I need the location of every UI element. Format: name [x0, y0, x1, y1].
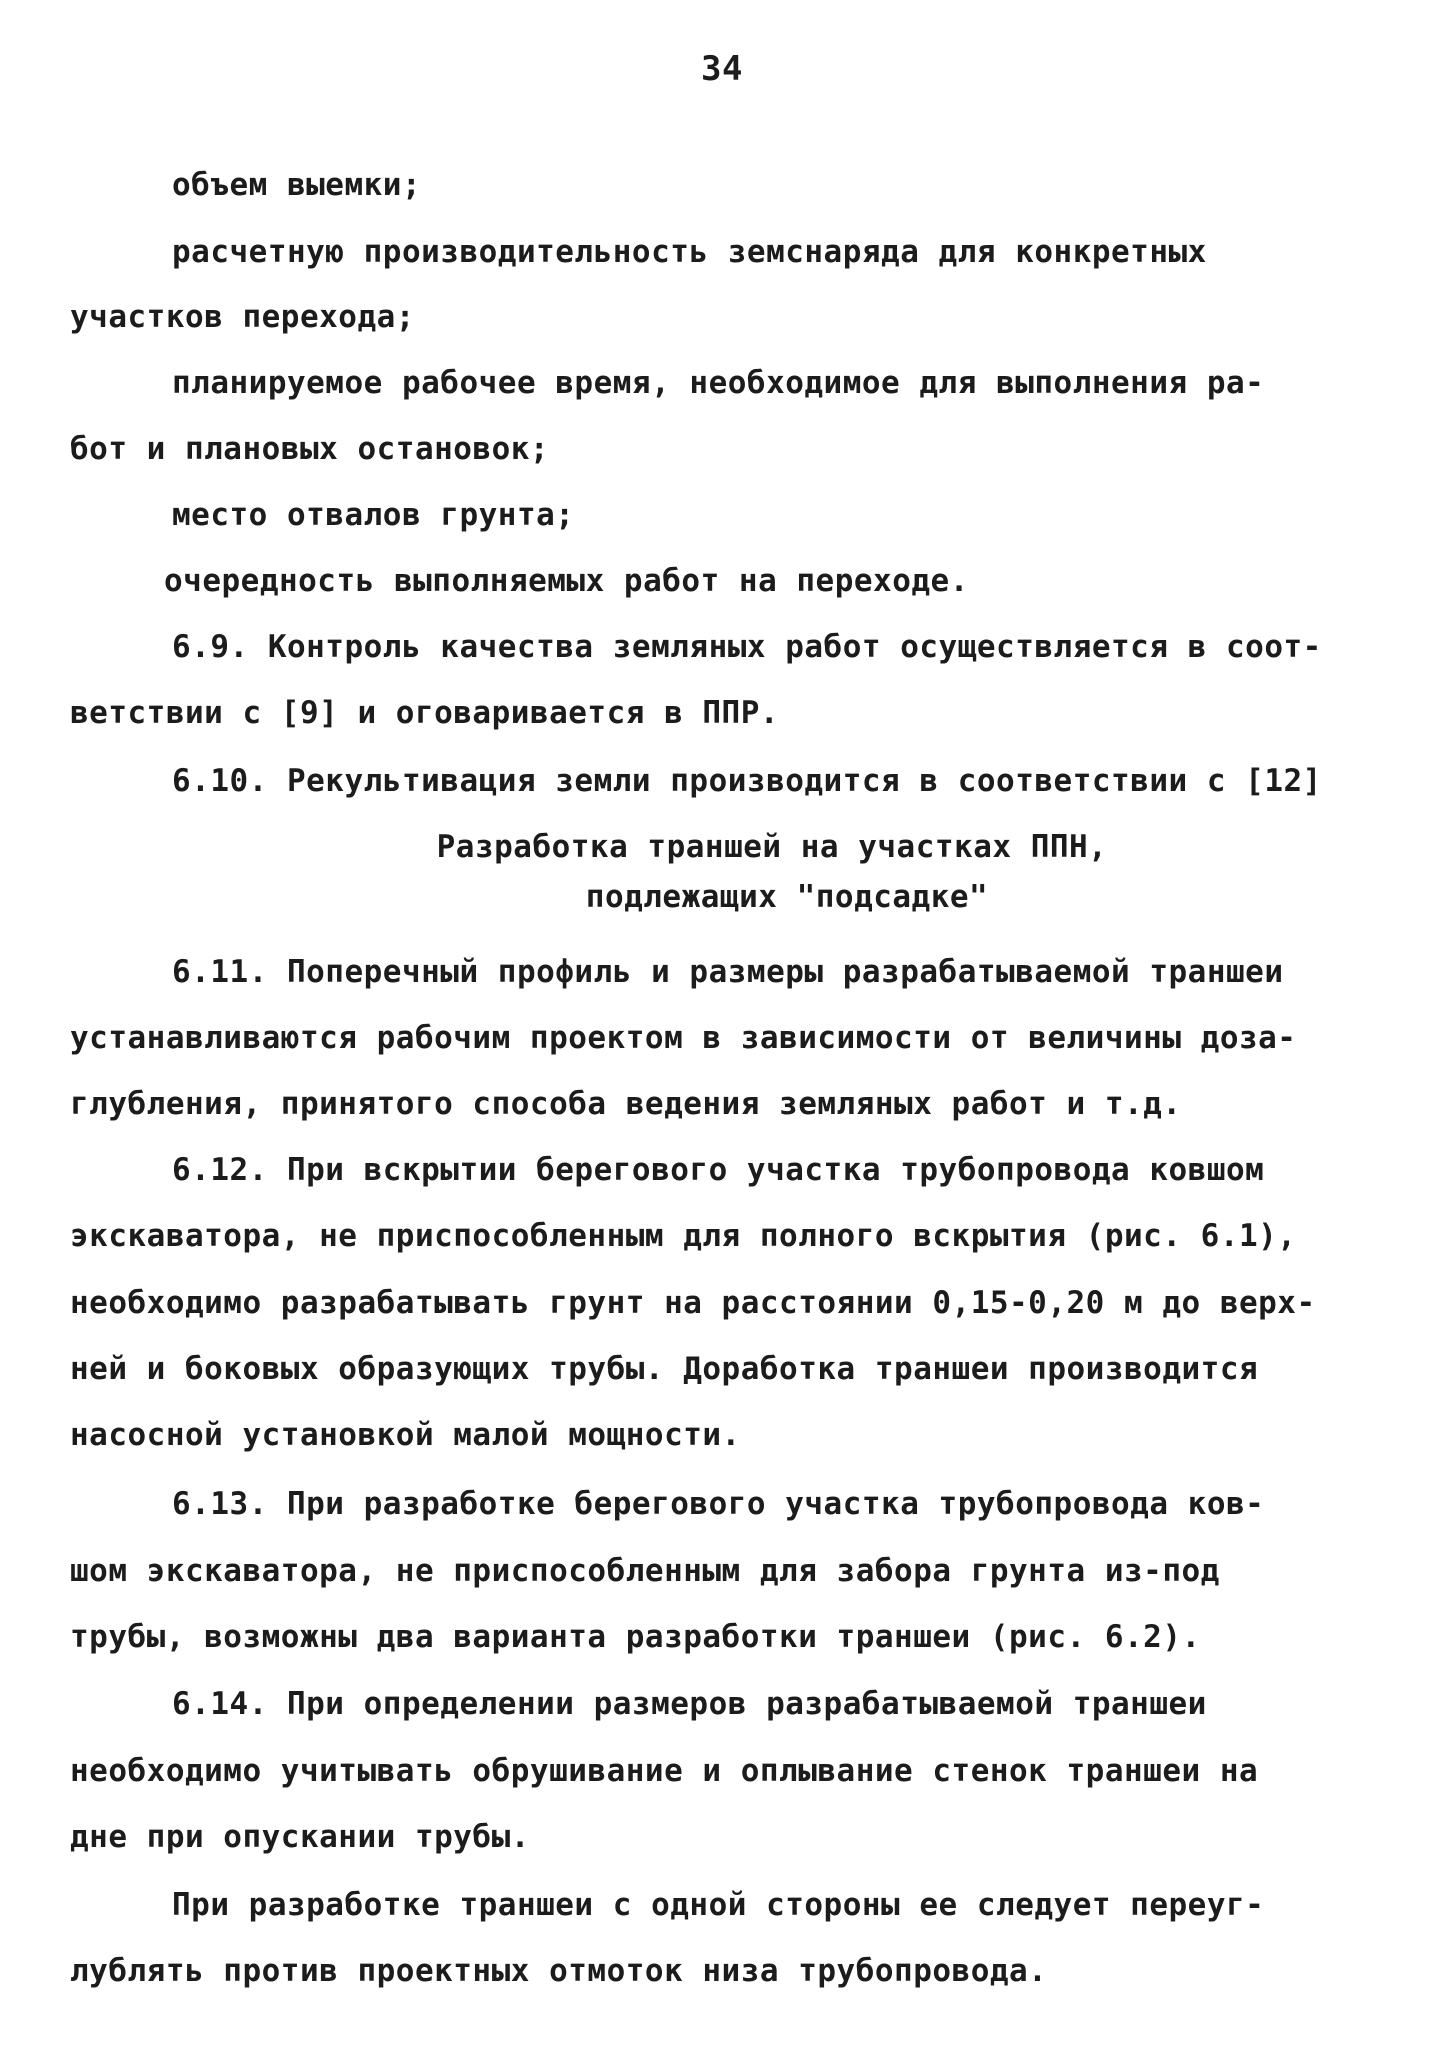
- text-line: необходимо учитывать обрушивание и оплывание стенок траншеи на: [70, 1753, 1259, 1789]
- text-line: 6.13. При разработке берегового участка трубопровода ков-: [172, 1486, 1265, 1522]
- text-line: 6.10. Рекультивация земли производится в соответствии с [12]: [172, 763, 1322, 799]
- text-line: планируемое рабочее время, необходимое для выполнения ра-: [172, 365, 1265, 401]
- text-line: насосной установкой малой мощности.: [70, 1417, 741, 1453]
- text-line: трубы, возможны два варианта разработки траншеи (рис. 6.2).: [70, 1619, 1201, 1655]
- text-line: место отвалов грунта;: [172, 497, 575, 533]
- text-line: лублять против проектных отмоток низа трубопровода.: [70, 1953, 1048, 1989]
- text-line: бот и плановых остановок;: [70, 431, 550, 467]
- text-line: глубления, принятого способа ведения земляных работ и т.д.: [70, 1086, 1182, 1122]
- text-line: экскаватора, не приспособленным для полного вскрытия (рис. 6.1),: [70, 1218, 1297, 1254]
- text-line: ней и боковых образующих трубы. Доработка траншеи производится: [70, 1351, 1259, 1387]
- page-number: 34: [701, 49, 743, 89]
- text-line: 6.12. При вскрытии берегового участка трубопровода ковшом: [172, 1152, 1265, 1188]
- text-line: дне при опускании трубы.: [70, 1819, 530, 1855]
- text-line: устанавливаются рабочим проектом в зависимости от величины доза-: [70, 1020, 1297, 1056]
- section-heading-line-2: подлежащих "подсадке": [585, 879, 989, 915]
- text-line: При разработке траншеи с одной стороны ее следует переуг-: [172, 1887, 1265, 1923]
- text-line: объем выемки;: [172, 167, 422, 203]
- text-line: очередность выполняемых работ на переходе.: [164, 563, 969, 599]
- text-line: участков перехода;: [70, 299, 415, 335]
- text-line: необходимо разрабатывать грунт на расстоянии 0,15-0,20 м до верх-: [70, 1285, 1316, 1321]
- text-line: ветствии с [9] и оговаривается в ППР.: [70, 695, 780, 731]
- section-heading-line-1: Разработка траншей на участках ППН,: [436, 829, 1108, 865]
- text-line: шом экскаватора, не приспособленным для забора грунта из-под: [70, 1553, 1220, 1589]
- text-line: 6.11. Поперечный профиль и размеры разрабатываемой траншеи: [172, 954, 1284, 990]
- text-line: расчетную производительность земснаряда для конкретных: [172, 234, 1207, 270]
- text-line: 6.9. Контроль качества земляных работ осуществляется в соот-: [172, 629, 1322, 665]
- text-line: 6.14. При определении размеров разрабатываемой траншеи: [172, 1686, 1207, 1722]
